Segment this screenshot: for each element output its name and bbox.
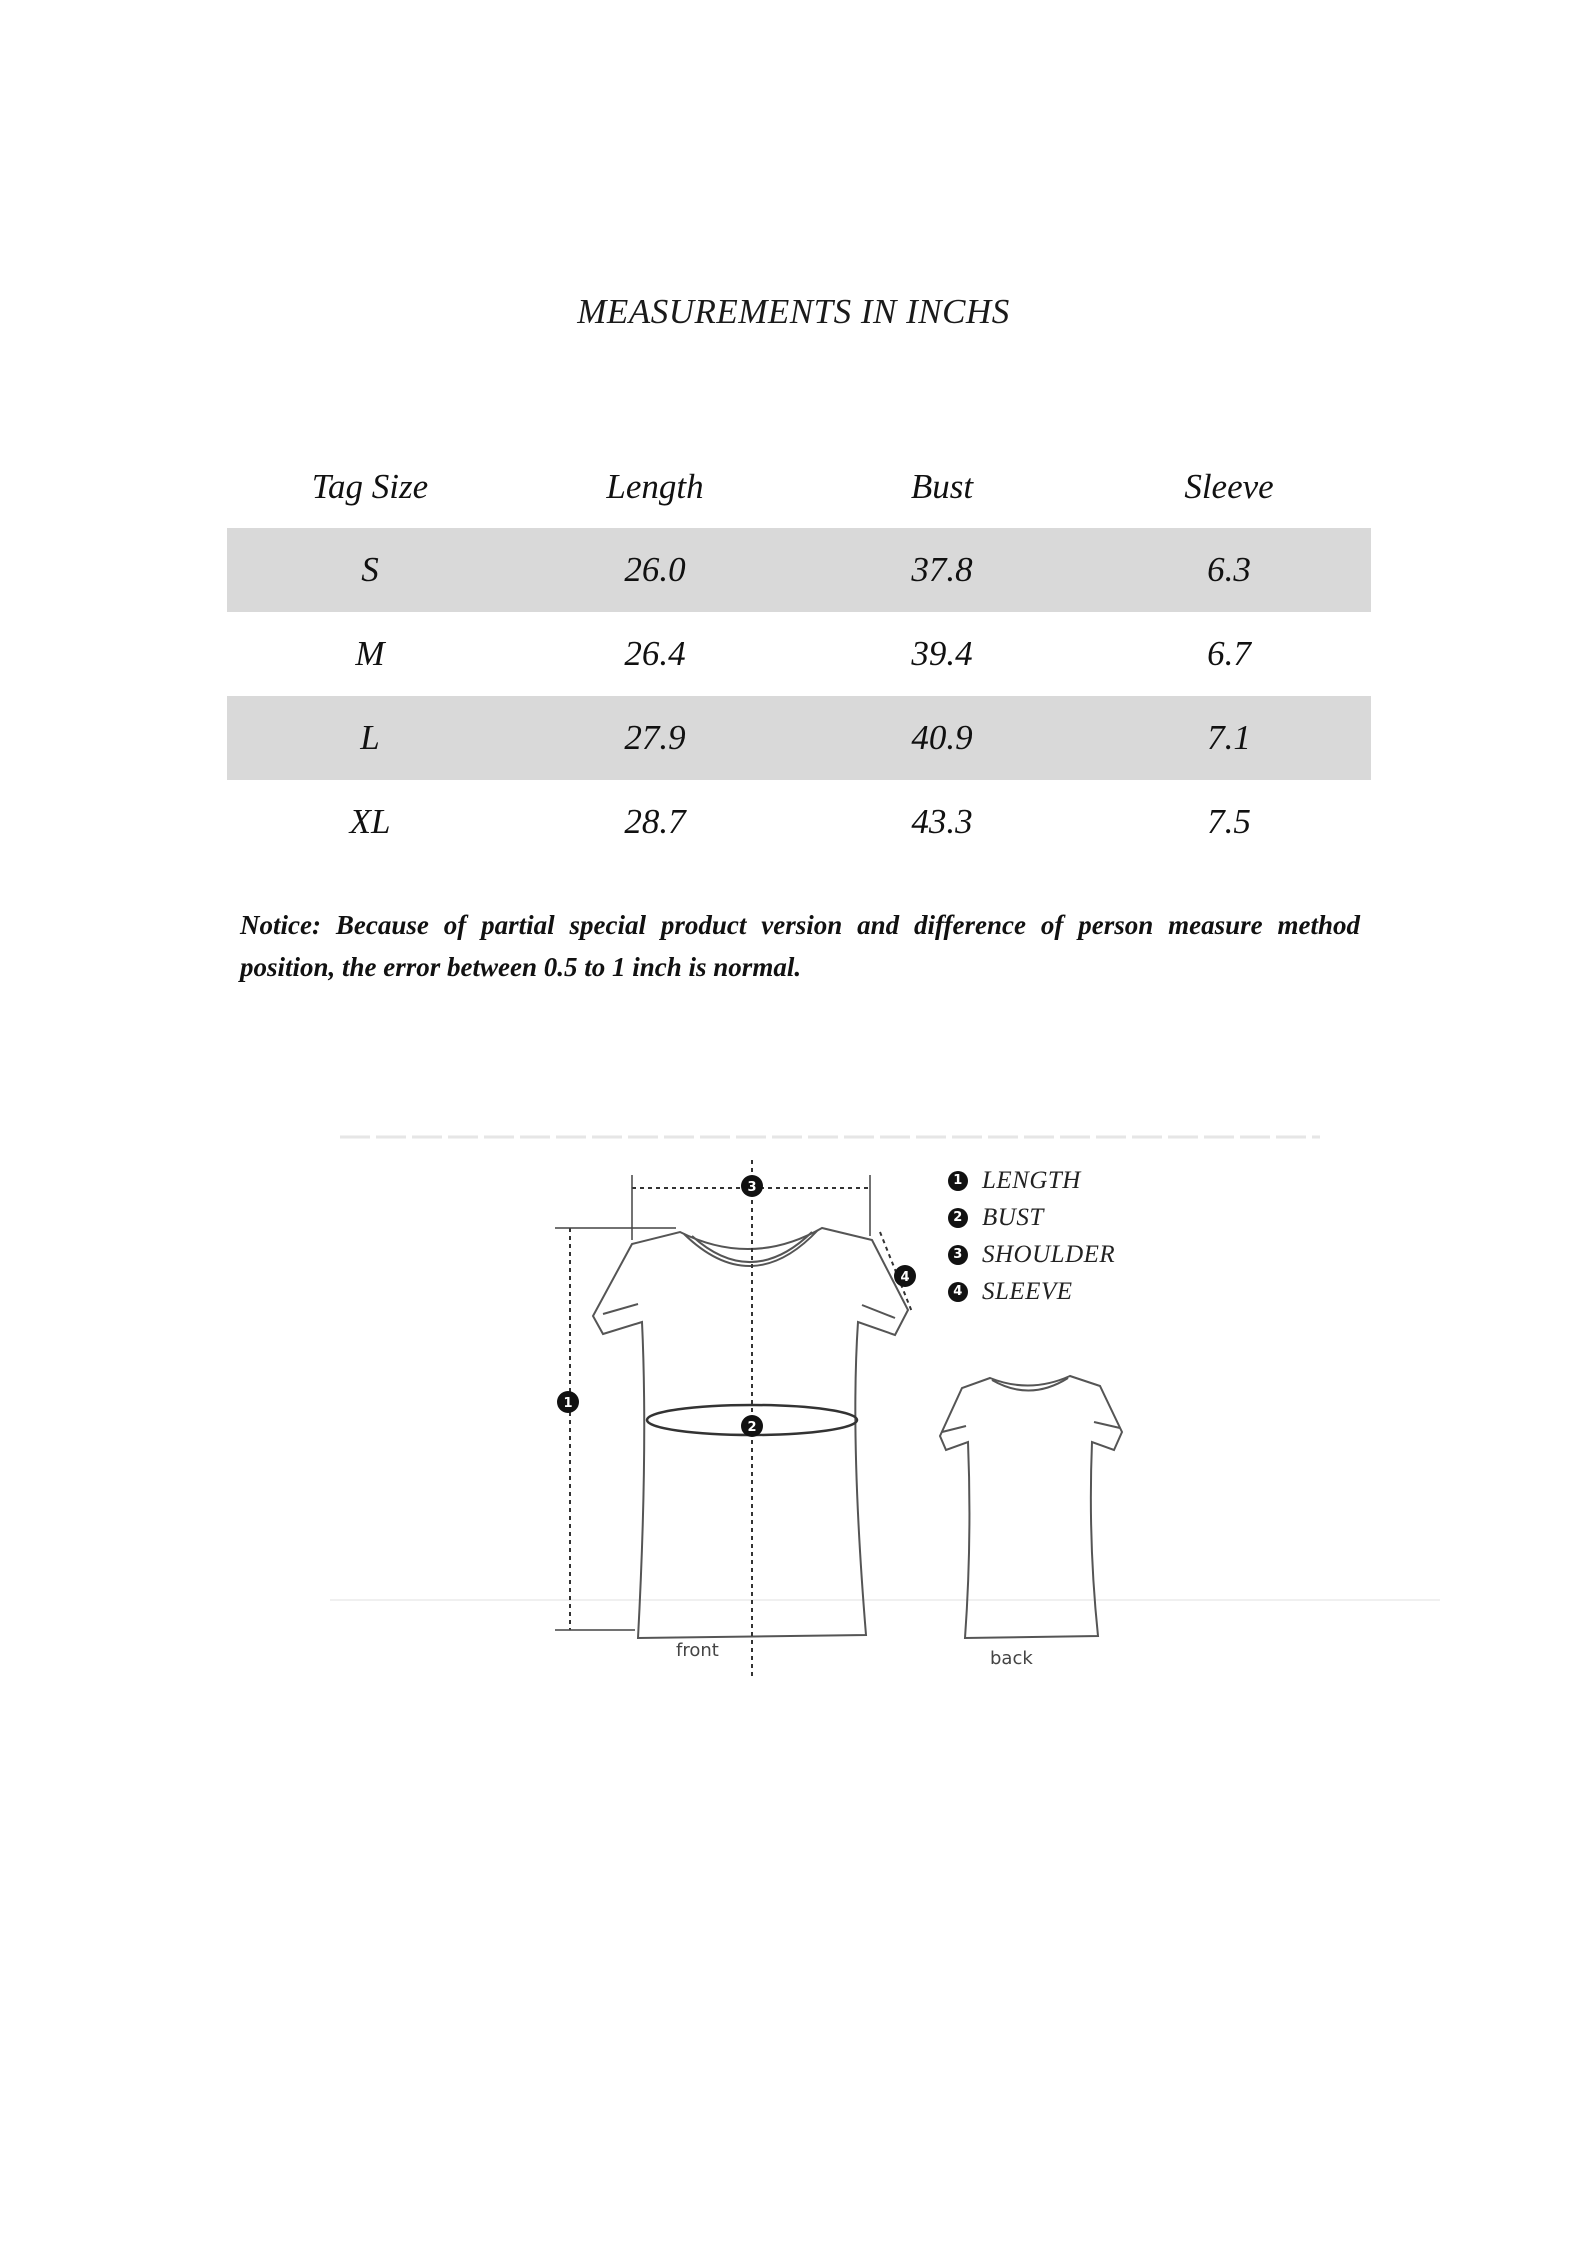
legend-item-shoulder	[948, 1236, 1115, 1273]
header-sleeve: Sleeve	[1184, 467, 1274, 506]
legend-label: BUST	[982, 1203, 1044, 1231]
marker-2-bust	[741, 1415, 763, 1437]
legend-item-length	[948, 1162, 1115, 1199]
page-title: MEASUREMENTS IN INCHS	[577, 292, 1010, 331]
bust-cell: 43.3	[911, 802, 973, 841]
size-cell: XL	[349, 802, 391, 841]
front-label: front	[676, 1640, 719, 1661]
legend-item-bust	[948, 1199, 1115, 1236]
svg-text:4: 4	[900, 1270, 910, 1285]
bust-cell: 40.9	[911, 718, 973, 757]
size-cell: L	[360, 718, 380, 757]
size-cell: M	[355, 634, 385, 673]
number-1-icon: 1	[948, 1171, 968, 1191]
sleeve-cell: 7.1	[1207, 718, 1251, 757]
length-cell: 26.0	[624, 550, 686, 589]
svg-text:2: 2	[747, 1420, 757, 1435]
back-shirt-outline	[940, 1376, 1122, 1638]
svg-text:3: 3	[747, 1180, 757, 1195]
bust-cell: 37.8	[911, 550, 973, 589]
svg-text:1: 1	[563, 1396, 573, 1411]
length-cell: 27.9	[624, 718, 686, 757]
size-cell: S	[361, 550, 379, 589]
header-length: Length	[606, 467, 704, 506]
legend-label: LENGTH	[982, 1166, 1081, 1194]
number-4-icon: 4	[948, 1282, 968, 1302]
length-cell: 28.7	[624, 802, 686, 841]
sleeve-cell: 7.5	[1207, 802, 1251, 841]
marker-1-length	[557, 1391, 579, 1413]
marker-4-sleeve	[894, 1265, 916, 1287]
measurement-legend	[948, 1162, 1115, 1310]
length-cell: 26.4	[624, 634, 686, 673]
number-2-icon: 2	[948, 1208, 968, 1228]
legend-item-sleeve	[948, 1273, 1115, 1310]
marker-3-shoulder	[741, 1175, 763, 1197]
back-label: back	[990, 1648, 1033, 1669]
legend-label: SHOULDER	[982, 1240, 1116, 1268]
sleeve-cell: 6.3	[1207, 550, 1251, 589]
number-3-icon: 3	[948, 1245, 968, 1265]
legend-label: SLEEVE	[982, 1277, 1073, 1305]
bust-cell: 39.4	[911, 634, 973, 673]
sleeve-cell: 6.7	[1207, 634, 1251, 673]
notice-text: Notice: Because of partial special product version and difference of person measure method position, the error between 0.5 to 1 inch is normal.	[240, 910, 1360, 982]
header-tag-size: Tag Size	[311, 467, 429, 506]
header-bust: Bust	[910, 467, 974, 506]
